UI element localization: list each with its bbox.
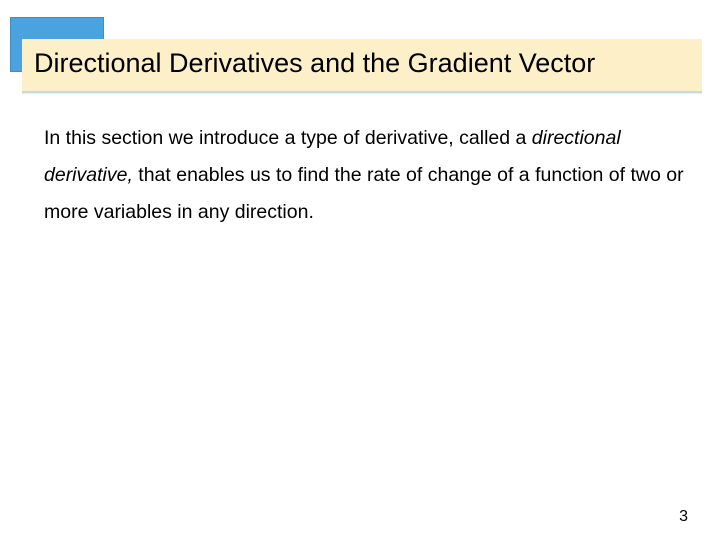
body-text-part1: In this section we introduce a type of derivative, called a bbox=[44, 127, 532, 149]
page-number: 3 bbox=[679, 508, 688, 525]
slide-title: Directional Derivatives and the Gradient Vector bbox=[34, 48, 596, 78]
body-text-part2: that enables us to find the rate of change of a function of two or more variables in any direction. bbox=[44, 164, 684, 223]
body-term: directional derivative, bbox=[44, 127, 621, 186]
body-paragraph bbox=[44, 120, 684, 231]
